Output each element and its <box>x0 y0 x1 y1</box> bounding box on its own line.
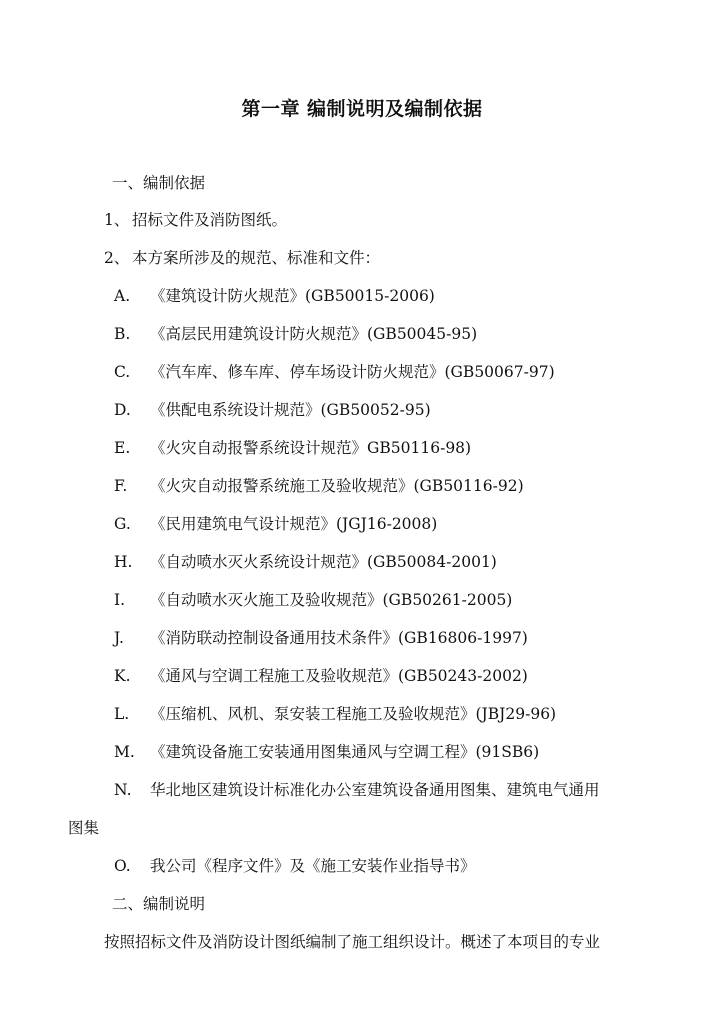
item-text: 招标文件及消防图纸。 <box>132 211 288 229</box>
standard-item-j <box>114 628 528 648</box>
standard-item-n-continuation: 图集 <box>68 819 100 837</box>
item-letter: L. <box>114 705 130 723</box>
section-heading-explanation: 二、编制说明 <box>112 895 206 913</box>
item-letter: N. <box>114 781 132 799</box>
item-letter: I. <box>114 591 126 609</box>
item-text: 《消防联动控制设备通用技术条件》(GB16806-1997) <box>150 629 528 647</box>
standard-item-f <box>114 476 524 496</box>
item-text: 我公司《程序文件》及《施工安装作业指导书》 <box>150 857 476 875</box>
item-text: 《汽车库、修车库、停车场设计防火规范》(GB50067-97) <box>150 363 555 381</box>
section-heading-basis: 一、编制依据 <box>112 174 206 192</box>
standard-item-g <box>114 514 437 534</box>
numbered-item-2 <box>104 248 380 268</box>
item-letter: A. <box>114 287 131 305</box>
item-text: 《通风与空调工程施工及验收规范》(GB50243-2002) <box>150 667 528 685</box>
item-text: 《自动喷水灭火系统设计规范》(GB50084-2001) <box>150 553 497 571</box>
item-letter: C. <box>114 363 131 381</box>
standard-item-m <box>114 742 539 762</box>
item-letter: F. <box>114 477 128 495</box>
item-letter: D. <box>114 401 131 419</box>
standard-item-i <box>114 590 512 610</box>
standard-item-o <box>114 856 476 876</box>
standard-item-e <box>114 438 471 458</box>
item-letter: G. <box>114 515 131 533</box>
standard-item-h <box>114 552 497 572</box>
standard-item-k <box>114 666 528 686</box>
item-text: 《建筑设备施工安装通用图集通风与空调工程》(91SB6) <box>150 743 540 761</box>
standard-item-n <box>114 780 654 800</box>
item-text: 《火灾自动报警系统设计规范》GB50116-98) <box>150 439 472 457</box>
standard-item-l <box>114 704 556 724</box>
item-text: 本方案所涉及的规范、标准和文件： <box>132 249 381 267</box>
item-text: 《压缩机、风机、泵安装工程施工及验收规范》(JBJ29-96) <box>150 705 557 723</box>
item-letter: O. <box>114 857 131 875</box>
item-text: 《火灾自动报警系统施工及验收规范》(GB50116-92) <box>150 477 524 495</box>
item-letter: E. <box>114 439 131 457</box>
standard-item-c <box>114 362 555 382</box>
standard-item-b <box>114 324 477 344</box>
item-letter: B. <box>114 325 131 343</box>
item-text: 《建筑设计防火规范》(GB50015-2006) <box>150 287 435 305</box>
item-letter: K. <box>114 667 131 685</box>
standard-item-a <box>114 286 435 306</box>
item-text: 《自动喷水灭火施工及验收规范》(GB50261-2005) <box>150 591 513 609</box>
numbered-item-1 <box>104 210 287 230</box>
chapter-title: 第一章 编制说明及编制依据 <box>241 98 483 120</box>
item-text: 《高层民用建筑设计防火规范》(GB50045-95) <box>150 325 478 343</box>
item-text: 《民用建筑电气设计规范》(JGJ16-2008) <box>150 515 438 533</box>
item-letter: M. <box>114 743 135 761</box>
item-text: 《供配电系统设计规范》(GB50052-95) <box>150 401 431 419</box>
standard-item-d <box>114 400 431 420</box>
item-letter: H. <box>114 553 133 571</box>
item-number: 2、 <box>104 249 130 267</box>
item-letter: J. <box>114 629 124 647</box>
item-text: 华北地区建筑设计标准化办公室建筑设备通用图集、建筑电气通用 <box>150 781 600 799</box>
item-number: 1、 <box>104 211 130 229</box>
explanation-paragraph: 按照招标文件及消防设计图纸编制了施工组织设计。概述了本项目的专业 <box>104 933 601 951</box>
